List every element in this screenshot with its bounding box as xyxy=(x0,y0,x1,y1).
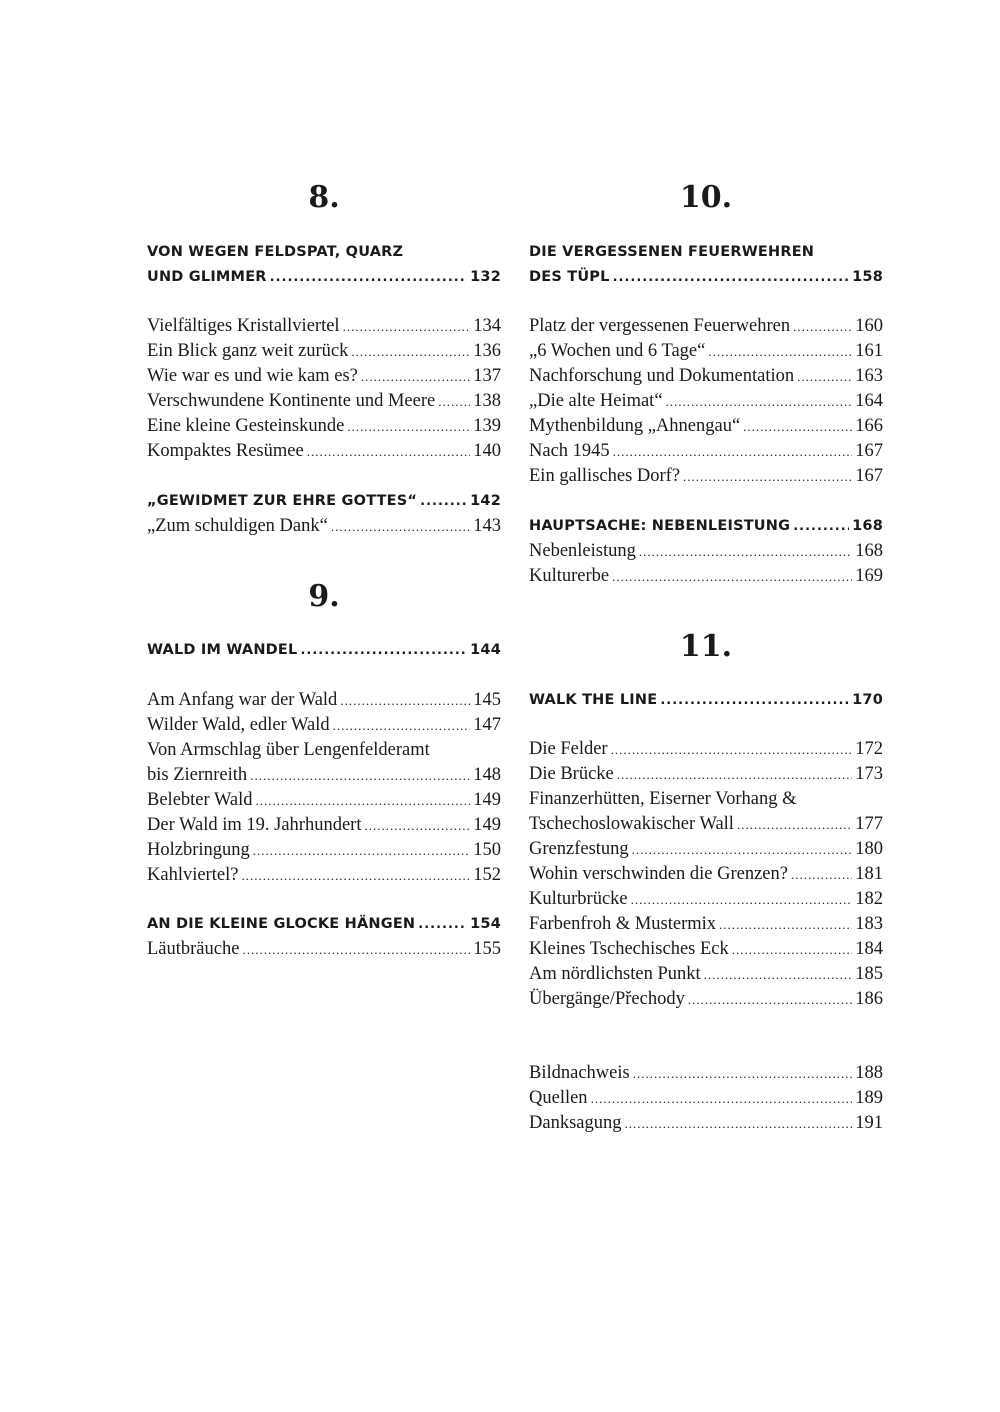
leader-dots xyxy=(300,638,467,663)
leader-dots xyxy=(633,1061,853,1086)
leader-dots xyxy=(708,339,852,364)
page-number: 145 xyxy=(473,690,501,710)
page-number: 134 xyxy=(473,316,501,336)
leader-dots xyxy=(793,314,852,339)
heading-text: DES TÜPL xyxy=(529,269,610,285)
chapter-number: 9. xyxy=(308,579,340,614)
toc-entry xyxy=(529,937,883,962)
leader-dots xyxy=(639,539,852,564)
page-number: 191 xyxy=(855,1113,883,1133)
entry-title: Vielfältiges Kristallviertel xyxy=(147,316,340,336)
page-number: 143 xyxy=(473,516,501,536)
chapter-heading xyxy=(529,240,883,290)
toc-entry xyxy=(147,439,501,464)
leader-dots xyxy=(242,937,470,962)
toc-entry xyxy=(147,937,501,962)
subsection-heading xyxy=(147,912,501,937)
toc-entry xyxy=(529,364,883,389)
entry-title: Der Wald im 19. Jahrhundert xyxy=(147,815,362,835)
leader-dots xyxy=(737,812,852,837)
leader-dots xyxy=(791,862,852,887)
leader-dots xyxy=(743,414,852,439)
page-number: 161 xyxy=(855,341,883,361)
leader-dots xyxy=(418,912,467,937)
leader-dots xyxy=(270,265,467,290)
toc-entry xyxy=(147,713,501,738)
toc-entry xyxy=(147,788,501,813)
leader-dots xyxy=(361,364,470,389)
entry-title: Wilder Wald, edler Wald xyxy=(147,715,330,735)
entry-title: Kompaktes Resümee xyxy=(147,441,304,461)
entry-title: „Die alte Heimat“ xyxy=(529,391,663,411)
page-number: 155 xyxy=(473,939,501,959)
leader-dots xyxy=(347,414,470,439)
page-number: 139 xyxy=(473,416,501,436)
entry-title: Mythenbildung „Ahnengau“ xyxy=(529,416,741,436)
entry-title: Kahlviertel? xyxy=(147,865,239,885)
entry-title: Am Anfang war der Wald xyxy=(147,690,338,710)
toc-entry xyxy=(529,389,883,414)
entry-title: Ein gallisches Dorf? xyxy=(529,466,681,486)
chapter-number: 10. xyxy=(679,180,733,215)
leader-dots xyxy=(253,838,470,863)
page-number: 154 xyxy=(470,916,501,932)
leader-dots xyxy=(612,564,852,589)
page-number: 132 xyxy=(470,269,501,285)
entry-title: Grenzfestung xyxy=(529,839,629,859)
leader-dots xyxy=(660,688,849,713)
entry-title: Kleines Tschechisches Eck xyxy=(529,939,729,959)
toc-entry xyxy=(529,737,883,762)
page-number: 173 xyxy=(855,764,883,784)
toc-entry xyxy=(529,439,883,464)
leader-dots xyxy=(613,439,853,464)
page-number: 167 xyxy=(855,466,883,486)
page-number: 172 xyxy=(855,739,883,759)
heading-text: „GEWIDMET ZUR EHRE GOTTES“ xyxy=(147,493,418,509)
page-number: 138 xyxy=(473,391,501,411)
leader-dots xyxy=(617,762,852,787)
toc-entry xyxy=(529,987,883,1012)
entry-title: Quellen xyxy=(529,1088,588,1108)
heading-text: HAUPTSACHE: NEBENLEISTUNG xyxy=(529,518,791,534)
page-number: 147 xyxy=(473,715,501,735)
entry-title: Kulturbrücke xyxy=(529,889,628,909)
toc-entry xyxy=(529,564,883,589)
leader-dots xyxy=(632,837,853,862)
leader-dots xyxy=(797,364,852,389)
toc-entry xyxy=(529,912,883,937)
leader-dots xyxy=(704,962,853,987)
entry-title: Von Armschlag über Lengenfelderamt xyxy=(147,740,430,760)
toc-entry xyxy=(147,339,501,364)
entry-title: Finanzerhütten, Eiserner Vorhang & xyxy=(529,789,797,809)
page-number: 170 xyxy=(852,692,883,708)
toc-entry xyxy=(147,389,501,414)
chapter-heading xyxy=(529,688,883,713)
page-number: 163 xyxy=(855,366,883,386)
toc-entry xyxy=(147,838,501,863)
leader-dots xyxy=(688,987,852,1012)
page-number: 186 xyxy=(855,989,883,1009)
page-number: 158 xyxy=(852,269,883,285)
page-number: 140 xyxy=(473,441,501,461)
toc-entry xyxy=(147,364,501,389)
heading-text: VON WEGEN FELDSPAT, QUARZ xyxy=(147,244,404,260)
leader-dots xyxy=(343,314,471,339)
page-number: 188 xyxy=(855,1063,883,1083)
toc-entry xyxy=(147,738,501,788)
leader-dots xyxy=(631,887,853,912)
toc-entry xyxy=(147,414,501,439)
leader-dots xyxy=(624,1111,852,1136)
toc-entry xyxy=(147,514,501,539)
leader-dots xyxy=(793,514,849,539)
page-number: 181 xyxy=(855,864,883,884)
subsection-heading xyxy=(147,489,501,514)
entry-title: Eine kleine Gesteinskunde xyxy=(147,416,345,436)
toc-entry xyxy=(529,1086,883,1111)
leader-dots xyxy=(331,514,470,539)
entry-title: „Zum schuldigen Dank“ xyxy=(147,516,328,536)
toc-entry xyxy=(529,762,883,787)
page-number: 168 xyxy=(852,518,883,534)
entry-title: Wohin verschwinden die Grenzen? xyxy=(529,864,788,884)
toc-entry xyxy=(147,813,501,838)
heading-text: WALK THE LINE xyxy=(529,692,658,708)
page-number: 183 xyxy=(855,914,883,934)
entry-title: Übergänge/Přechody xyxy=(529,989,685,1009)
entry-title: bis Ziernreith xyxy=(147,765,248,785)
toc-entry xyxy=(147,688,501,713)
page-number: 185 xyxy=(855,964,883,984)
leader-dots xyxy=(732,937,853,962)
toc-entry xyxy=(147,863,501,888)
toc-entry xyxy=(529,464,883,489)
entry-title: Verschwundene Kontinente und Meere xyxy=(147,391,436,411)
entry-title: Die Felder xyxy=(529,739,608,759)
page-number: 144 xyxy=(470,642,501,658)
page-number: 166 xyxy=(855,416,883,436)
entry-title: Holzbringung xyxy=(147,840,250,860)
page-number: 137 xyxy=(473,366,501,386)
toc-entry xyxy=(529,787,883,837)
page-number: 136 xyxy=(473,341,501,361)
page-number: 152 xyxy=(473,865,501,885)
subsection-heading xyxy=(529,514,883,539)
entry-title: Am nördlichsten Punkt xyxy=(529,964,701,984)
entry-title: Wie war es und wie kam es? xyxy=(147,366,358,386)
chapter-number: 8. xyxy=(308,180,340,215)
toc-entry xyxy=(529,539,883,564)
entry-title: Danksagung xyxy=(529,1113,622,1133)
leader-dots xyxy=(420,489,467,514)
entry-title: Platz der vergessenen Feuerwehren xyxy=(529,316,791,336)
page-number: 182 xyxy=(855,889,883,909)
page-number: 168 xyxy=(855,541,883,561)
toc-entry xyxy=(529,314,883,339)
leader-dots xyxy=(591,1086,853,1111)
leader-dots xyxy=(611,737,853,762)
toc-entry xyxy=(529,339,883,364)
toc-entry xyxy=(529,862,883,887)
leader-dots xyxy=(613,265,850,290)
toc-entry xyxy=(529,837,883,862)
page-number: 184 xyxy=(855,939,883,959)
entry-title: „6 Wochen und 6 Tage“ xyxy=(529,341,706,361)
page-number: 180 xyxy=(855,839,883,859)
heading-text: WALD IM WANDEL xyxy=(147,642,298,658)
entry-title: Nachforschung und Dokumentation xyxy=(529,366,795,386)
chapter-heading xyxy=(147,240,501,290)
entry-title: Nach 1945 xyxy=(529,441,610,461)
leader-dots xyxy=(256,788,471,813)
page-number: 167 xyxy=(855,441,883,461)
toc-entry xyxy=(529,962,883,987)
page-number: 160 xyxy=(855,316,883,336)
leader-dots xyxy=(364,813,470,838)
page-number: 142 xyxy=(470,493,501,509)
leader-dots xyxy=(250,763,470,788)
page-number: 150 xyxy=(473,840,501,860)
leader-dots xyxy=(683,464,852,489)
toc-entry xyxy=(529,1111,883,1136)
entry-title: Kulturerbe xyxy=(529,566,610,586)
leader-dots xyxy=(719,912,852,937)
chapter-number: 11. xyxy=(679,629,733,664)
leader-dots xyxy=(340,688,470,713)
page-number: 177 xyxy=(855,814,883,834)
page-number: 149 xyxy=(473,790,501,810)
heading-text: UND GLIMMER xyxy=(147,269,267,285)
toc-entry xyxy=(529,1061,883,1086)
entry-title: Ein Blick ganz weit zurück xyxy=(147,341,349,361)
entry-title: Die Brücke xyxy=(529,764,614,784)
toc-entry xyxy=(529,414,883,439)
leader-dots xyxy=(351,339,470,364)
entry-title: Läutbräuche xyxy=(147,939,240,959)
chapter-heading xyxy=(147,638,501,663)
entry-title: Farbenfroh & Mustermix xyxy=(529,914,717,934)
page-number: 148 xyxy=(473,765,501,785)
toc-entry xyxy=(147,314,501,339)
leader-dots xyxy=(307,439,471,464)
leader-dots xyxy=(438,389,470,414)
entry-title: Nebenleistung xyxy=(529,541,636,561)
leader-dots xyxy=(333,713,471,738)
page-number: 149 xyxy=(473,815,501,835)
page-number: 189 xyxy=(855,1088,883,1108)
heading-text: AN DIE KLEINE GLOCKE HÄNGEN xyxy=(147,916,416,932)
leader-dots xyxy=(241,863,470,888)
leader-dots xyxy=(666,389,853,414)
entry-title: Tschechoslowakischer Wall xyxy=(529,814,734,834)
heading-text: DIE VERGESSENEN FEUERWEHREN xyxy=(529,244,815,260)
page-number: 164 xyxy=(855,391,883,411)
entry-title: Bildnachweis xyxy=(529,1063,630,1083)
page-number: 169 xyxy=(855,566,883,586)
entry-title: Belebter Wald xyxy=(147,790,253,810)
toc-entry xyxy=(529,887,883,912)
